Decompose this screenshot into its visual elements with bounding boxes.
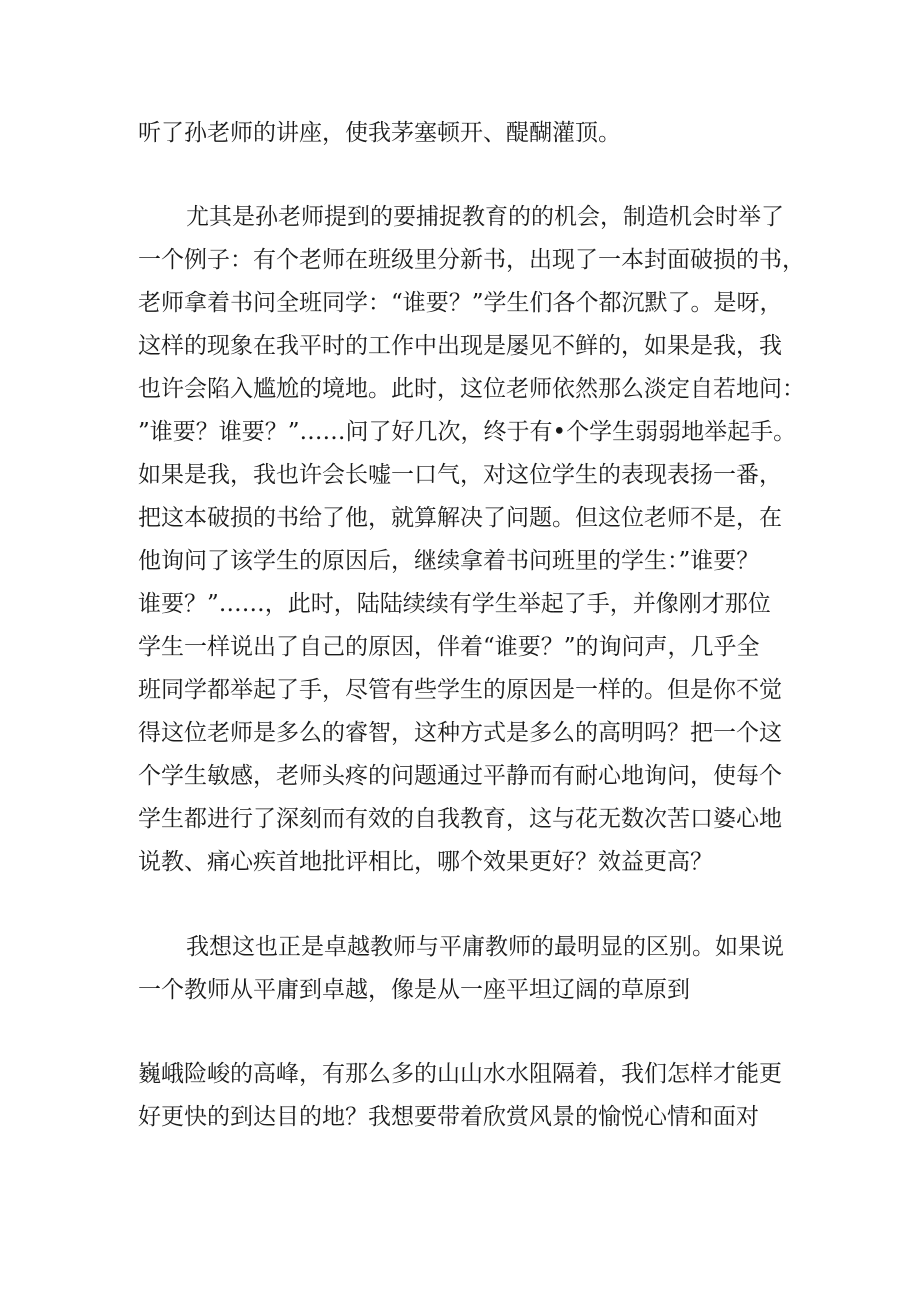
paragraph-2-line-5: 也许会陷入尴尬的境地。此时，这位老师依然那么淡定自若地问： xyxy=(138,376,805,402)
paragraph-2-line-12: 班同学都举起了手，尽管有些学生的原因是一样的。但是你不觉 xyxy=(138,677,782,703)
paragraph-4-line-1: 巍峨险峻的高峰，有那么多的山山水水阻隔着，我们怎样才能更 xyxy=(138,1061,782,1087)
paragraph-2-line-16: 说教、痛心疾首地批评相比，哪个效果更好？效益更高？ xyxy=(138,849,713,875)
paragraph-2-line-11: 学生一样说出了自己的原因，伴着“谁要？”的询问声，几乎全 xyxy=(138,634,760,660)
paragraph-2-line-14: 个学生敏感，老师头疼的问题通过平静而有耐心地询问，使每个 xyxy=(138,763,782,789)
paragraph-2-line-3: 老师拿着书问全班同学：“谁要？”学生们各个都沉默了。是呀， xyxy=(138,290,783,316)
paragraph-2-line-1: 尤其是孙老师提到的要捕捉教育的的机会，制造机会时举了 xyxy=(186,204,784,230)
paragraph-3-line-2: 一个教师从平庸到卓越，像是从一座平坦辽阔的草原到 xyxy=(138,977,690,1003)
paragraph-2-line-15: 学生都进行了深刻而有效的自我教育，这与花无数次苦口婆心地 xyxy=(138,806,782,832)
paragraph-2-line-6: ”谁要？谁要？”……问了好几次，终于有•个学生弱弱地举起手。 xyxy=(138,419,797,445)
paragraph-2-line-7: 如果是我，我也许会长嘘一口气，对这位学生的表现表扬一番， xyxy=(138,462,782,488)
paragraph-2-line-10: 谁要？”……，此时，陆陆续续有学生举起了手，并像刚才那位 xyxy=(138,591,771,617)
paragraph-2-line-4: 这样的现象在我平时的工作中出现是屡见不鲜的，如果是我，我 xyxy=(138,333,782,359)
paragraph-1-line-1: 听了孙老师的讲座，使我茅塞顿开、醍醐灌顶。 xyxy=(138,120,621,146)
paragraph-3-line-1: 我想这也正是卓越教师与平庸教师的最明显的区别。如果说 xyxy=(186,934,784,960)
paragraph-2-line-8: 把这本破损的书给了他，就算解决了问题。但这位老师不是，在 xyxy=(138,505,782,531)
paragraph-2-line-13: 得这位老师是多么的睿智，这种方式是多么的高明吗？把一个这 xyxy=(138,720,782,746)
paragraph-2-line-9: 他询问了该学生的原因后，继续拿着书问班里的学生：”谁要？ xyxy=(138,548,760,574)
paragraph-2-line-2: 一个例子：有个老师在班级里分新书，出现了一本封面破损的书， xyxy=(138,247,805,273)
paragraph-4-line-2: 好更快的到达目的地？我想要带着欣赏风景的愉悦心情和面对 xyxy=(138,1104,759,1130)
